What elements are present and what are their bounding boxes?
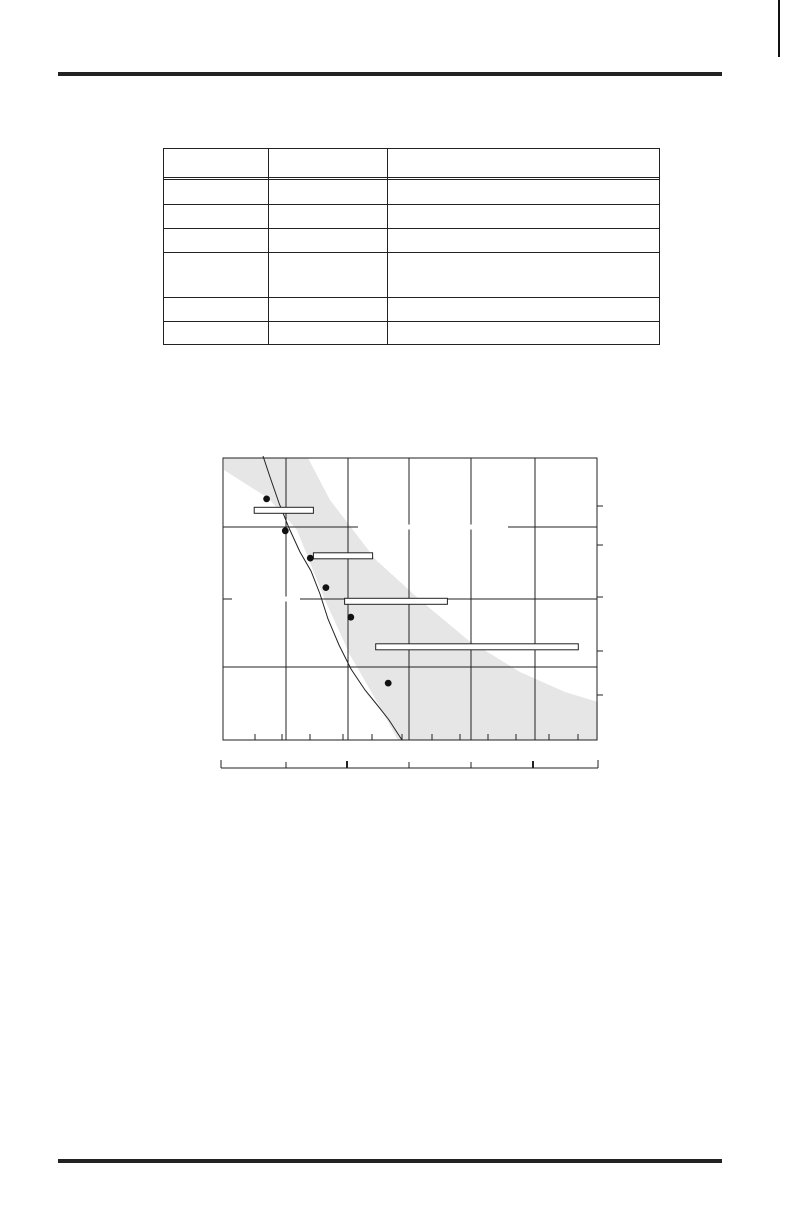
table-cell bbox=[164, 299, 268, 303]
chart-range-bars bbox=[254, 507, 578, 650]
chart-data-point bbox=[323, 584, 330, 591]
header-rule bbox=[58, 72, 722, 76]
chart-right-axis bbox=[597, 506, 603, 695]
table-cell bbox=[268, 254, 387, 258]
table-cell bbox=[164, 181, 268, 185]
table-header-rule bbox=[164, 177, 659, 180]
table-cell bbox=[387, 299, 659, 303]
chart-data-point bbox=[282, 527, 289, 534]
table-cell bbox=[387, 323, 659, 327]
table-cell bbox=[268, 181, 387, 185]
chart-range-bar bbox=[313, 553, 372, 559]
table-header-cell bbox=[387, 149, 659, 177]
table-cell bbox=[268, 299, 387, 303]
table-row-rule bbox=[164, 228, 659, 229]
table-cell bbox=[387, 254, 659, 258]
chart-data-point bbox=[347, 614, 354, 621]
chart-plot-frame bbox=[223, 458, 597, 740]
table-row-rule bbox=[164, 252, 659, 253]
table-row-rule bbox=[164, 204, 659, 205]
table-header-cell bbox=[268, 149, 387, 177]
margin-rule-vertical bbox=[778, 0, 780, 57]
chart-data-point bbox=[263, 496, 270, 503]
chart-range-bar bbox=[254, 507, 313, 513]
chart-bottom-minor-ticks bbox=[255, 734, 578, 740]
chart-grid-knockouts bbox=[232, 527, 508, 599]
table-cell bbox=[164, 323, 268, 327]
chart-range-bar bbox=[376, 644, 579, 650]
chart-grid bbox=[223, 458, 597, 740]
chart-fit-curve bbox=[263, 456, 402, 740]
table-row-rule bbox=[164, 297, 659, 298]
data-table bbox=[163, 148, 660, 345]
table-cell bbox=[268, 230, 387, 234]
chart-range-bar bbox=[345, 598, 448, 604]
table-cell bbox=[164, 230, 268, 234]
table-row-rule bbox=[164, 321, 659, 322]
chart-data-point bbox=[307, 555, 314, 562]
table-cell bbox=[268, 206, 387, 210]
footer-rule bbox=[58, 1159, 722, 1163]
chart-lower-axis bbox=[221, 760, 598, 768]
chart-data-point bbox=[385, 680, 392, 687]
chart-confidence-band bbox=[224, 458, 598, 740]
table-cell bbox=[164, 206, 268, 210]
chart-data-points bbox=[263, 496, 391, 687]
table-cell bbox=[387, 181, 659, 185]
table-cell bbox=[164, 254, 268, 258]
table-cell bbox=[268, 323, 387, 327]
table-cell bbox=[387, 206, 659, 210]
table-cell bbox=[387, 230, 659, 234]
table-header-cell bbox=[164, 149, 268, 177]
